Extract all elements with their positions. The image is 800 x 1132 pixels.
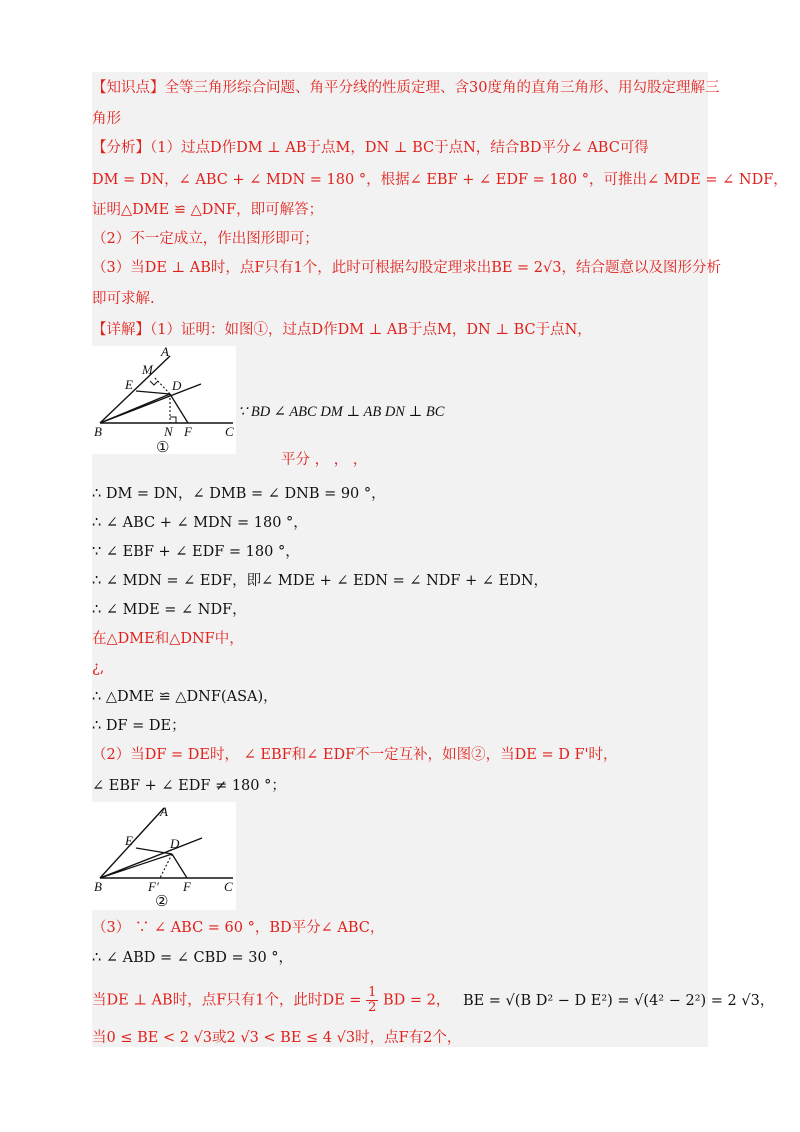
label-b: B: [94, 424, 102, 439]
part3-line-4: 当0 ≤ BE < 2 √3或2 √3 < BE ≤ 4 √3时，点F有2个，: [92, 1030, 462, 1046]
detail-line-5: ∵ ∠ EBF + ∠ EDF = 180 °，: [92, 544, 300, 560]
label-f-prime: F′: [148, 879, 159, 894]
fraction-one-half: [366, 986, 378, 1015]
part3-line-3: [92, 986, 774, 1015]
label-e-2: E: [125, 833, 133, 848]
figure-2: [92, 802, 236, 910]
detail-line-6: ∴ ∠ MDN = ∠ EDF，即∠ MDE + ∠ EDN = ∠ NDF + ∠ EDN，: [92, 573, 549, 589]
figure-1-diagram: [92, 346, 236, 454]
label-f-2: F: [183, 879, 191, 894]
label-f: F: [184, 424, 192, 439]
detail-line-11: ∴ DF = DE；: [92, 718, 186, 734]
part3-line-3-a: 当DE ⊥ AB时，点F只有1个，此时DE =: [92, 992, 362, 1009]
label-e: E: [125, 377, 133, 392]
detail-line-1: 【详解】（1）证明：如图①，过点D作DM ⊥ AB于点M，DN ⊥ BC于点N，: [92, 322, 592, 338]
part3-line-1: （3） ∵ ∠ ABC = 60 °，BD平分∠ ABC，: [92, 920, 385, 936]
detail-line-3: ∴ DM = DN，∠ DMB = ∠ DNB = 90 °，: [92, 486, 386, 502]
part3-line-3-c: BE = √(B D² − D E²) = √(4² − 2²) = 2 √3，: [462, 992, 775, 1009]
analysis-line-5: （3）当DE ⊥ AB时，点F只有1个，此时可根据勾股定理求出BE = 2√3，结合题意以及图形分析: [92, 260, 721, 276]
knowledge-point-line-2: 角形: [92, 111, 121, 127]
label-a-2: A: [160, 804, 168, 819]
fraction-denominator: 2: [368, 1000, 377, 1015]
fraction-numerator: 1: [368, 985, 377, 1000]
detail-line-7: ∴ ∠ MDE = ∠ NDF，: [92, 602, 247, 618]
label-d-2: D: [170, 836, 180, 851]
analysis-line-6: 即可求解.: [92, 291, 155, 307]
part3-line-3-b: BD = 2，: [382, 992, 451, 1009]
label-c-2: C: [224, 879, 233, 894]
figure-2-diagram: [92, 802, 236, 910]
analysis-line-4: （2）不一定成立，作出图形即可；: [92, 231, 319, 247]
analysis-line-3: 证明△DME ≌ △DNF，即可解答；: [92, 202, 324, 218]
label-n: N: [164, 424, 173, 439]
detail-line-8: 在△DME和△DNF中，: [92, 631, 244, 647]
figure-2-caption: ②: [155, 894, 169, 910]
label-b-2: B: [94, 879, 102, 894]
given-line-bisect: 平分 ， ， ，: [281, 452, 368, 468]
detail-line-9: ¿,: [92, 660, 105, 676]
part2-line-2: ∠ EBF + ∠ EDF ≠ 180 °；: [92, 778, 286, 794]
label-m: M: [142, 362, 153, 377]
label-c: C: [225, 424, 234, 439]
detail-line-10: ∴ △DME ≌ △DNF(ASA)，: [92, 689, 278, 705]
knowledge-point-line-1: 【知识点】全等三角形综合问题、角平分线的性质定理、含30度角的直角三角形、用勾股定理解三: [92, 80, 720, 96]
analysis-line-2: DM = DN，∠ ABC + ∠ MDN = 180 °，根据∠ EBF + ∠ EDF = 180 °，可推出∠ MDE = ∠ NDF，: [92, 172, 788, 188]
figure-1-caption: ①: [156, 440, 170, 454]
label-d: D: [172, 378, 182, 393]
given-line: ∵ BD ∠ ABC DM ⊥ AB DN ⊥ BC: [238, 404, 445, 420]
detail-line-4: ∴ ∠ ABC + ∠ MDN = 180 °，: [92, 515, 308, 531]
figure-1: [92, 346, 236, 454]
part2-line-1: （2）当DF = DE时， ∠ EBF和∠ EDF不一定互补，如图②，当DE = D F'时，: [92, 747, 618, 763]
part3-line-2: ∴ ∠ ABD = ∠ CBD = 30 °，: [92, 950, 294, 966]
analysis-line-1: 【分析】（1）过点D作DM ⊥ AB于点M，DN ⊥ BC于点N，结合BD平分∠ ABC可得: [92, 140, 649, 156]
label-a: A: [161, 346, 169, 359]
